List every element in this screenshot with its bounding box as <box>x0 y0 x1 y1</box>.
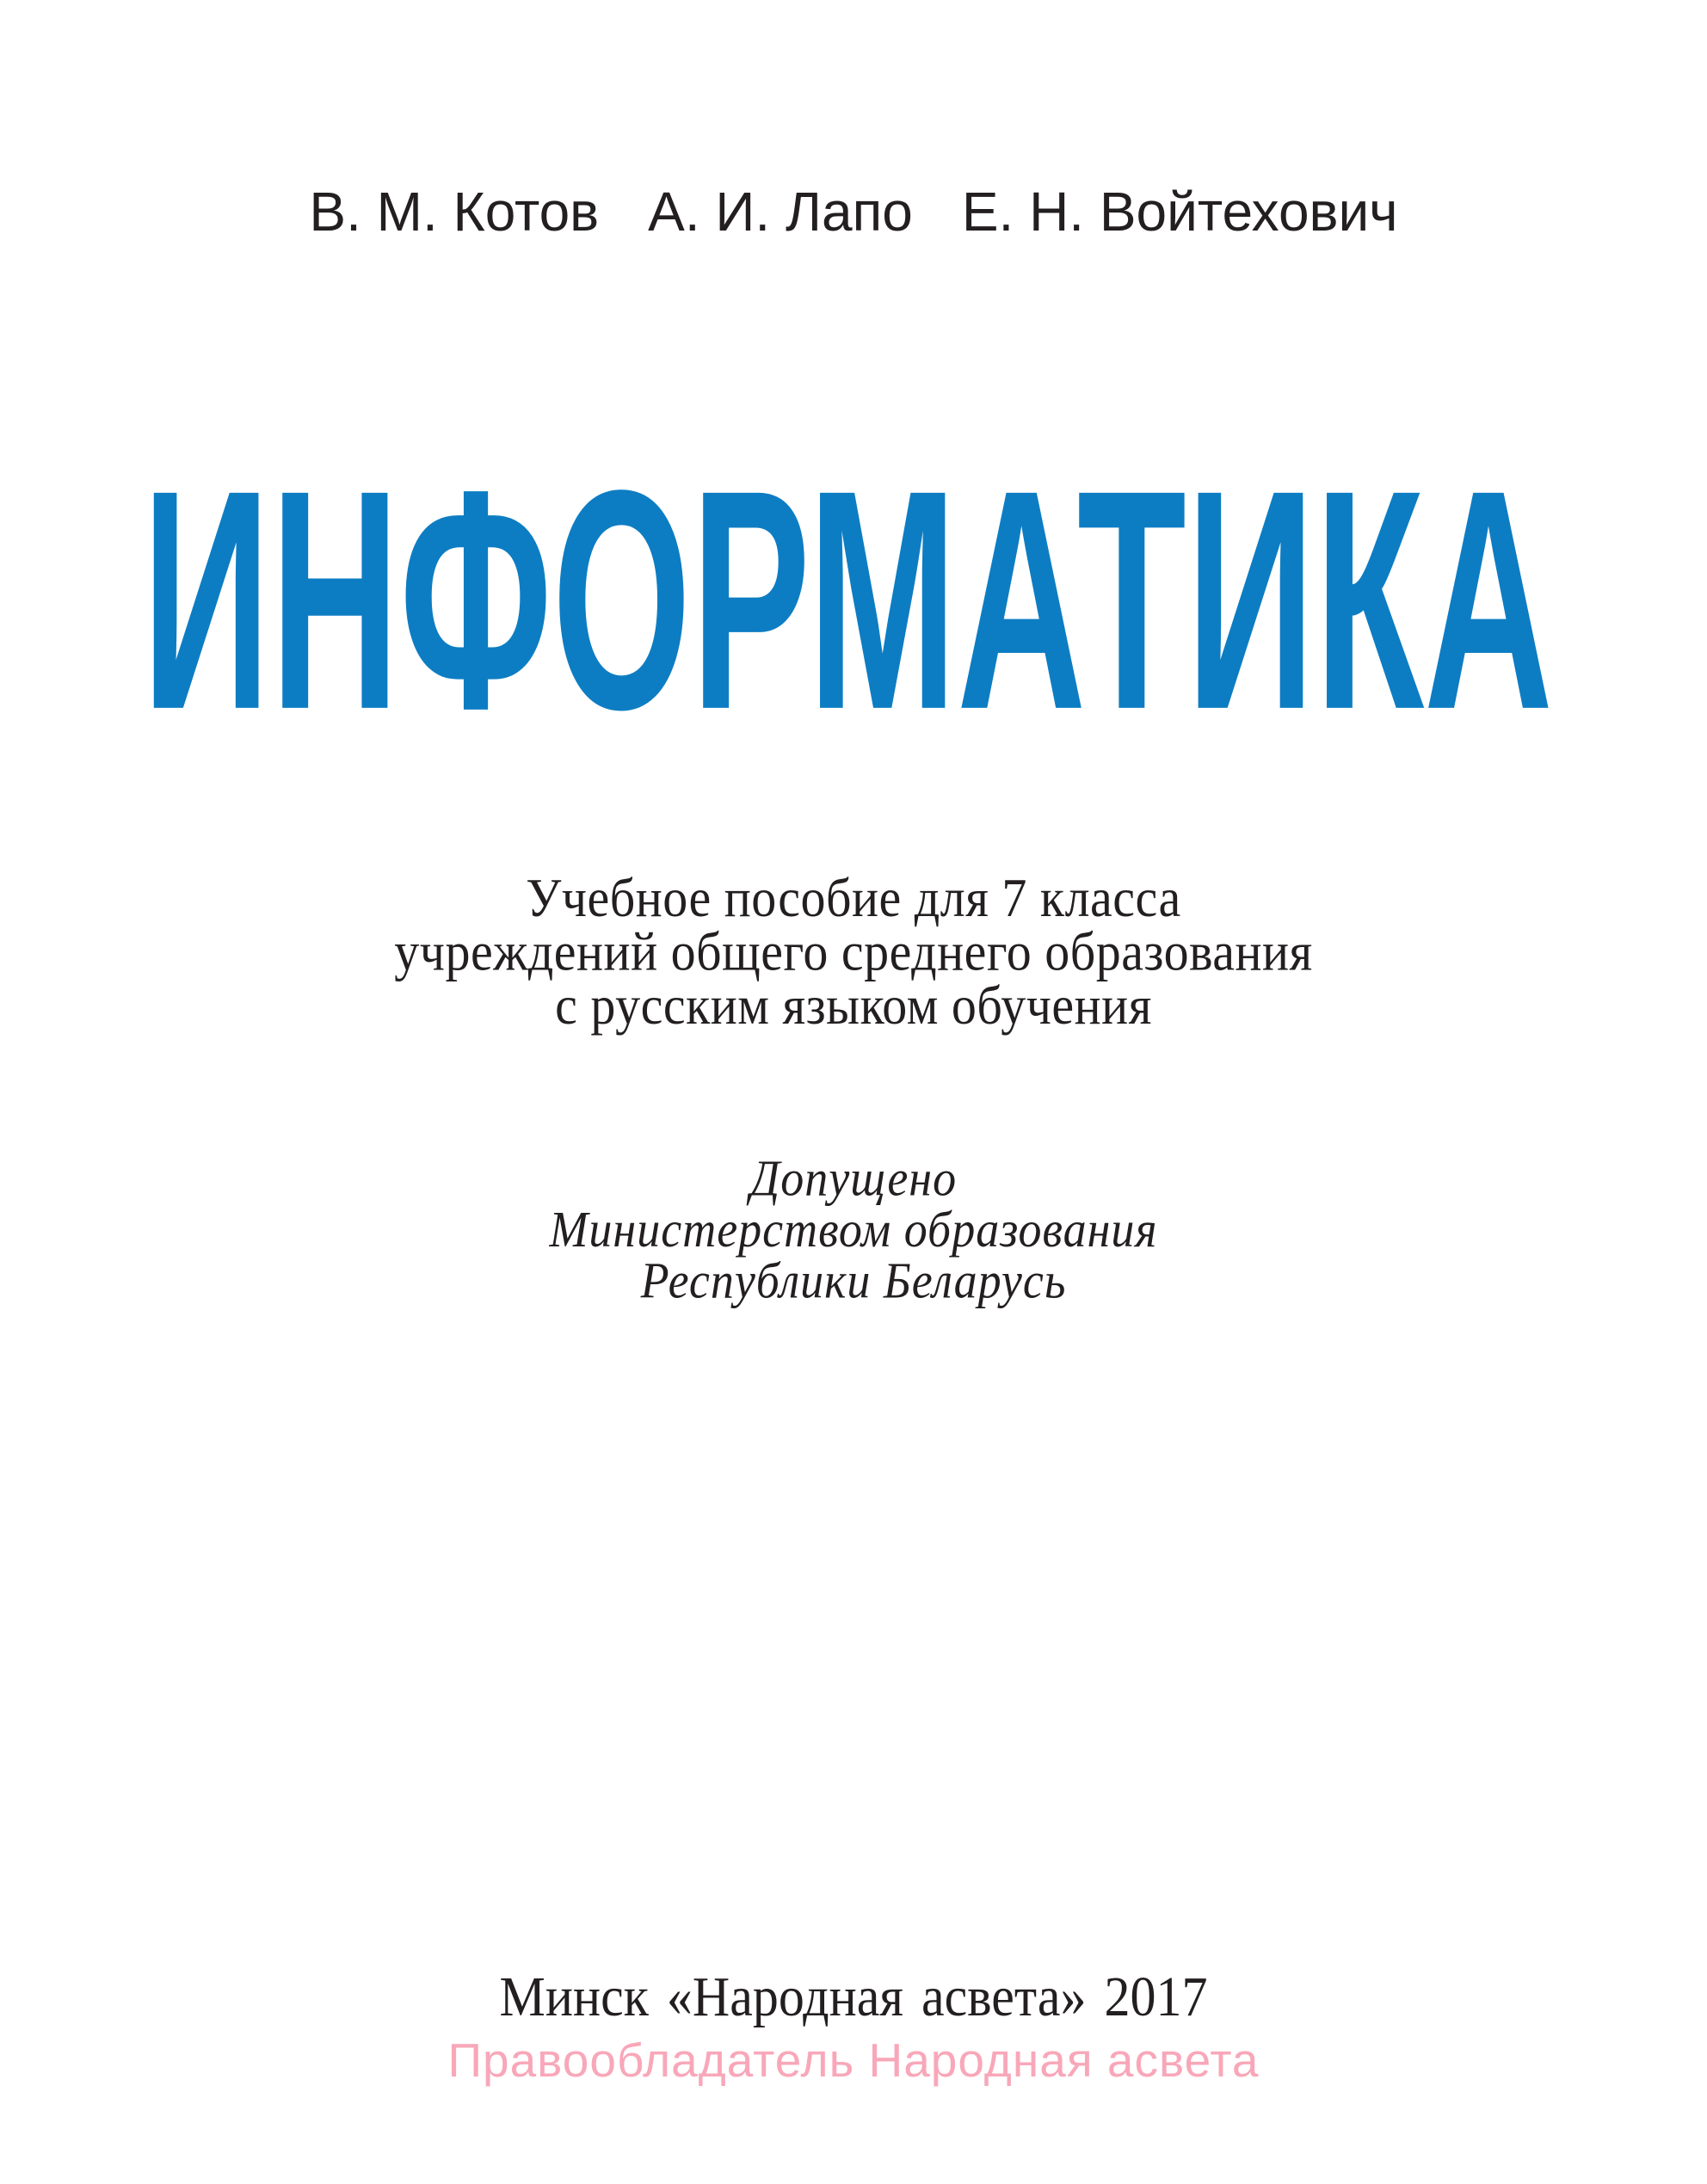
approval-line: Министерством образования <box>549 1201 1158 1258</box>
author-name: А. И. Лапо <box>648 181 913 243</box>
subtitle-line: с русским языком обучения <box>555 975 1152 1037</box>
approval-line: Допущено <box>749 1149 958 1207</box>
book-title-text: ИНФОРМАТИКА <box>142 425 1554 775</box>
author-name: Е. Н. Войтехович <box>961 181 1398 243</box>
subtitle-line: Учебное пособие для 7 класса <box>526 866 1181 929</box>
author-name: В. М. Котов <box>309 181 600 243</box>
imprint-line: Минск «Народная асвета» 2017 <box>499 1965 1208 2028</box>
subtitle-line: учреждений общего среднего образования <box>394 920 1313 982</box>
approval-line: Республики Беларусь <box>640 1252 1067 1309</box>
subtitle-block <box>0 866 1707 1037</box>
copyright-line: Правообладатель Народная асвета <box>447 2033 1260 2087</box>
approval-block <box>0 1149 1707 1309</box>
authors-line <box>0 181 1707 243</box>
book-title <box>142 425 1562 775</box>
